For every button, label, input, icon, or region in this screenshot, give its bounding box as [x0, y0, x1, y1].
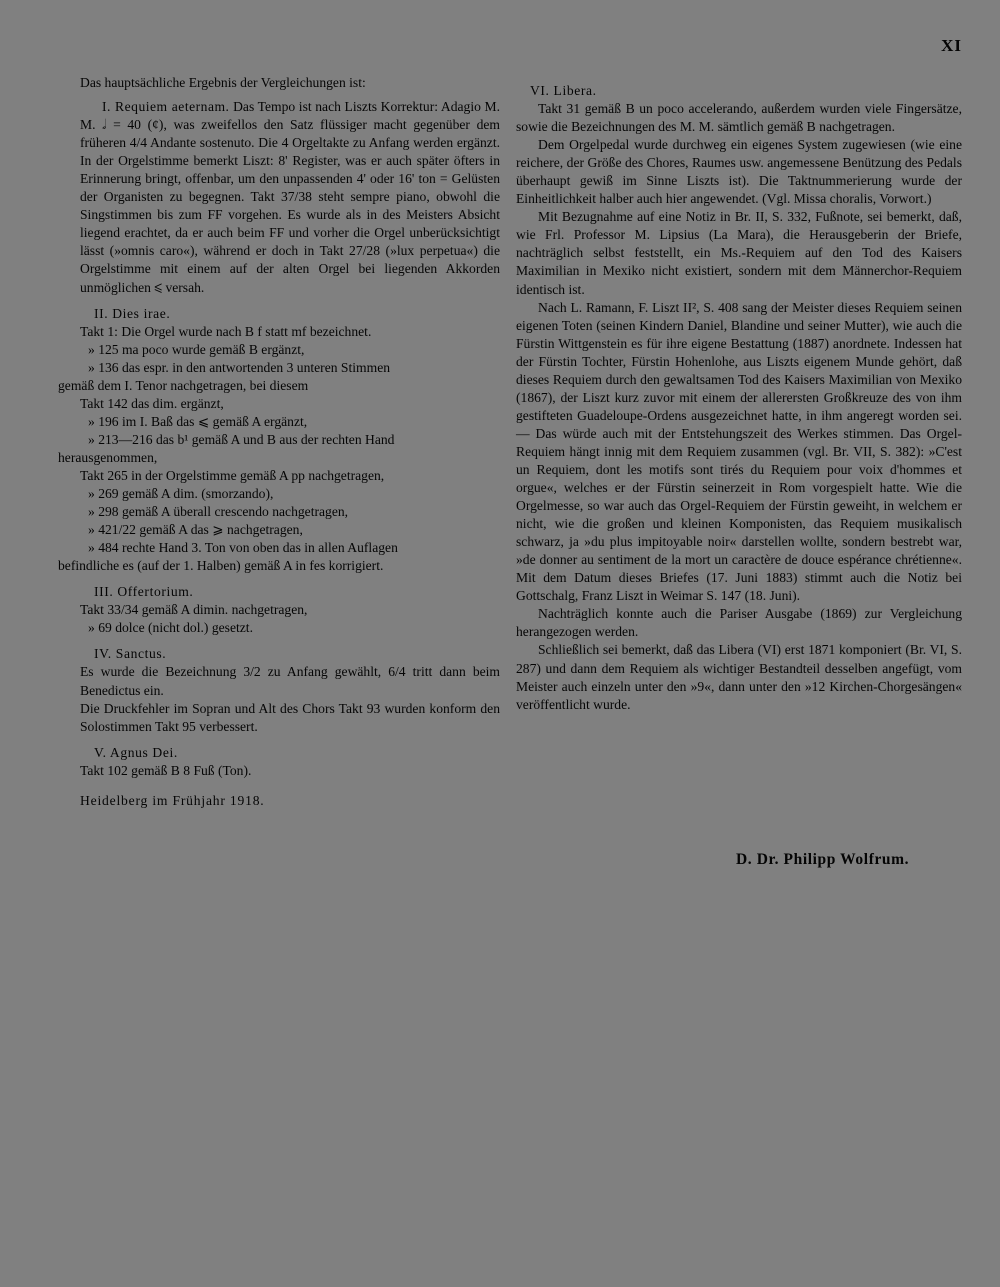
left-column — [58, 74, 501, 810]
section-3-list — [80, 601, 500, 637]
section-1-text: Das Tempo ist nach Liszts Korrektur: Adagio M. M. 𝅗𝅥 = 40 (¢), was zweifellos den Satz flüssiger macht gegenüber dem früheren 4/4 Andante sostenuto. Die 4 Orgeltakte zu Anfang werden ergänzt. In der Orgelstimme bemerkt Liszt: 8' Register, was er auch später öfters in Erinnerung bringt, offenbar, um den unpassenden 4' oder 16' ton = Gelüsten der Organisten zu begegnen. Takt 37/38 steht sempre piano, obwohl die Singstimmen bis zum FF vorgehen. Es wurde als in des Meisters Absicht liegend erachtet, da er auch beim FF und vorher die Orgel unberücksichtigt lässt (»omnis caro«), während er doch in Takt 27/28 (»lux perpetua«) die Orgelstimme mit einem auf der alten Orgel bei liegenden Akkorden unmöglichen ⩽ versah. — [80, 99, 501, 295]
right-paragraph: Nachträglich konnte auch die Pariser Ausgabe (1869) zur Vergleichung herangezogen werden. — [516, 606, 962, 640]
section-6-heading: VI. Libera. — [530, 83, 597, 98]
section-2-line: gemäß dem I. Tenor nachgetragen, bei diesem — [58, 377, 309, 393]
section-2-list — [58, 323, 500, 576]
section-2-line: » 125 ma poco wurde gemäß B ergänzt, — [88, 341, 305, 357]
section-5-heading: V. Agnus Dei. — [94, 744, 178, 760]
section-4-paragraph: Die Druckfehler im Sopran und Alt des Chors Takt 93 wurden konform den Solostimmen Takt 95 verbessert. — [80, 700, 500, 734]
section-2-line: » 421/22 gemäß A das ⩾ nachgetragen, — [88, 522, 303, 538]
section-2-line: » 196 im I. Baß das ⩽ gemäß A ergänzt, — [88, 413, 308, 429]
intro-paragraph: Das hauptsächliche Ergebnis der Vergleichungen ist: — [80, 75, 366, 90]
section-2-line: » 213—216 das b¹ gemäß A und B aus der rechten Hand — [88, 431, 395, 447]
right-paragraph: Mit Bezugnahme auf eine Notiz in Br. II, S. 332, Fußnote, sei bemerkt, daß, wie Frl. Professor M. Lipsius (La Mara), die Herausgeberin der Briefe, nachträglich selbst feststellt, ein Ms.-Requiem auf den Tod des Kaisers Maximilian in Mexiko nicht existiert, sondern mit dem Männerchor-Requiem identisch ist. — [516, 209, 962, 297]
section-2-line: Takt 1: Die Orgel wurde nach B f statt mf bezeichnet. — [80, 323, 372, 339]
section-2-line: » 298 gemäß A überall crescendo nachgetragen, — [88, 504, 349, 520]
section-3-line: Takt 33/34 gemäß A dimin. nachgetragen, — [80, 602, 308, 618]
section-4-paragraph: Es wurde die Bezeichnung 3/2 zu Anfang gewählt, 6/4 tritt dann beim Benedictus ein. — [80, 664, 500, 698]
section-3-heading: III. Offertorium. — [94, 584, 194, 600]
right-paragraph: Dem Orgelpedal wurde durchweg ein eigenes System zugewiesen (wie eine reichere, der Größe des Chores, Raumes usw. angemessene Benützung des Pedals überhaupt gewiß im Sinne Liszts ist). Die Taktnummerierung wurde der Einheitlichkeit halber auch hier angewendet. (Vgl. Missa choralis, Vorwort.) — [516, 137, 962, 207]
right-paragraph: Takt 31 gemäß B un poco accelerando, außerdem wurden viele Fingersätze, sowie die Bezeichnungen des M. M. sämtlich gemäß B nachgetragen. — [516, 101, 962, 135]
signature: D. Dr. Philipp Wolfrum. — [736, 851, 910, 868]
section-2-line: befindliche es (auf der 1. Halben) gemäß A in fes korrigiert. — [58, 558, 384, 574]
right-paragraph: Schließlich sei bemerkt, daß das Libera (VI) erst 1871 komponiert (Br. VI, S. 287) und dann dem Requiem als wichtiger Bestandteil desselben angefügt, vom Meister auch einzeln unter den »9«, dann unter den »12 Kirchen-Chorgesängen« veröffentlicht wurde. — [516, 642, 962, 712]
right-column — [516, 74, 962, 714]
section-2-line: Takt 265 in der Orgelstimme gemäß A pp nachgetragen, — [80, 467, 385, 483]
section-2-line: » 269 gemäß A dim. (smorzando), — [88, 486, 274, 502]
section-5-line: Takt 102 gemäß B 8 Fuß (Ton). — [80, 762, 252, 778]
right-paragraph: Nach L. Ramann, F. Liszt II², S. 408 sang der Meister dieses Requiem seinen eigenen Toten (seinen Kindern Daniel, Blandine und seiner Mutter), wie auch die Fürstin Wittgenstein es für ihre eigene Bestattung (1887) anordnete. Indessen hat der Fürstin Tochter, Fürstin Hohenlohe, aus Liszts eigenem Munde gehört, daß dieses Requiem durch den gewaltsamen Tod des Kaisers Maximilian von Mexiko (1867), der Liszt kurz zuvor mit einem der allerersten Großkreuze des von ihm gestifteten Guadeloupe-Ordens ausgezeichnet hatte, in ihm angeregt worden sei. — Das würde auch mit der Entstehungszeit des Werkes stimmen. Das Orgel-Requiem hängt innig mit dem Requiem zusammen (vgl. Br. VII, S. 382): »C'est un Requiem, dont les motifs sont tirés du Requiem pour voix d'hommes et orgue«, welches er der Fürstin seinerzeit in Rom vorgespielt hatte. Wie die Orgelmesse, so war auch das Orgel-Requiem der Fürstin geweiht, in welchem er nicht, wie die großen und kleinen Komponisten, das Requiem musikalisch schwarz, ja »du plus impitoyable noir« darstellen wollte, sondern bestrebt war, »de donner au sentiment de la mort un caractère de douce espérance chrétienne«. Mit dem Datum dieses Briefes (17. Juni 1883) stimmt auch die Notiz bei Gottschalg, Franz Liszt in Weimar S. 147 (18. Juni). — [516, 299, 962, 604]
section-1-heading: I. Requiem aeternam. — [102, 99, 230, 115]
section-2-line: » 484 rechte Hand 3. Ton von oben das in allen Auflagen — [88, 540, 398, 556]
section-4-heading: IV. Sanctus. — [94, 646, 167, 662]
section-2-line: » 136 das espr. in den antwortenden 3 unteren Stimmen — [88, 359, 391, 375]
section-2-line: Takt 142 das dim. ergänzt, — [80, 395, 224, 411]
page-number: XI — [941, 36, 962, 55]
section-1-paragraph — [80, 98, 500, 297]
section-3-line: » 69 dolce (nicht dol.) gesetzt. — [88, 620, 253, 636]
place-date: Heidelberg im Frühjahr 1918. — [80, 792, 265, 808]
section-2-heading: II. Dies irae. — [94, 305, 171, 321]
section-2-line: herausgenommen, — [58, 449, 158, 465]
